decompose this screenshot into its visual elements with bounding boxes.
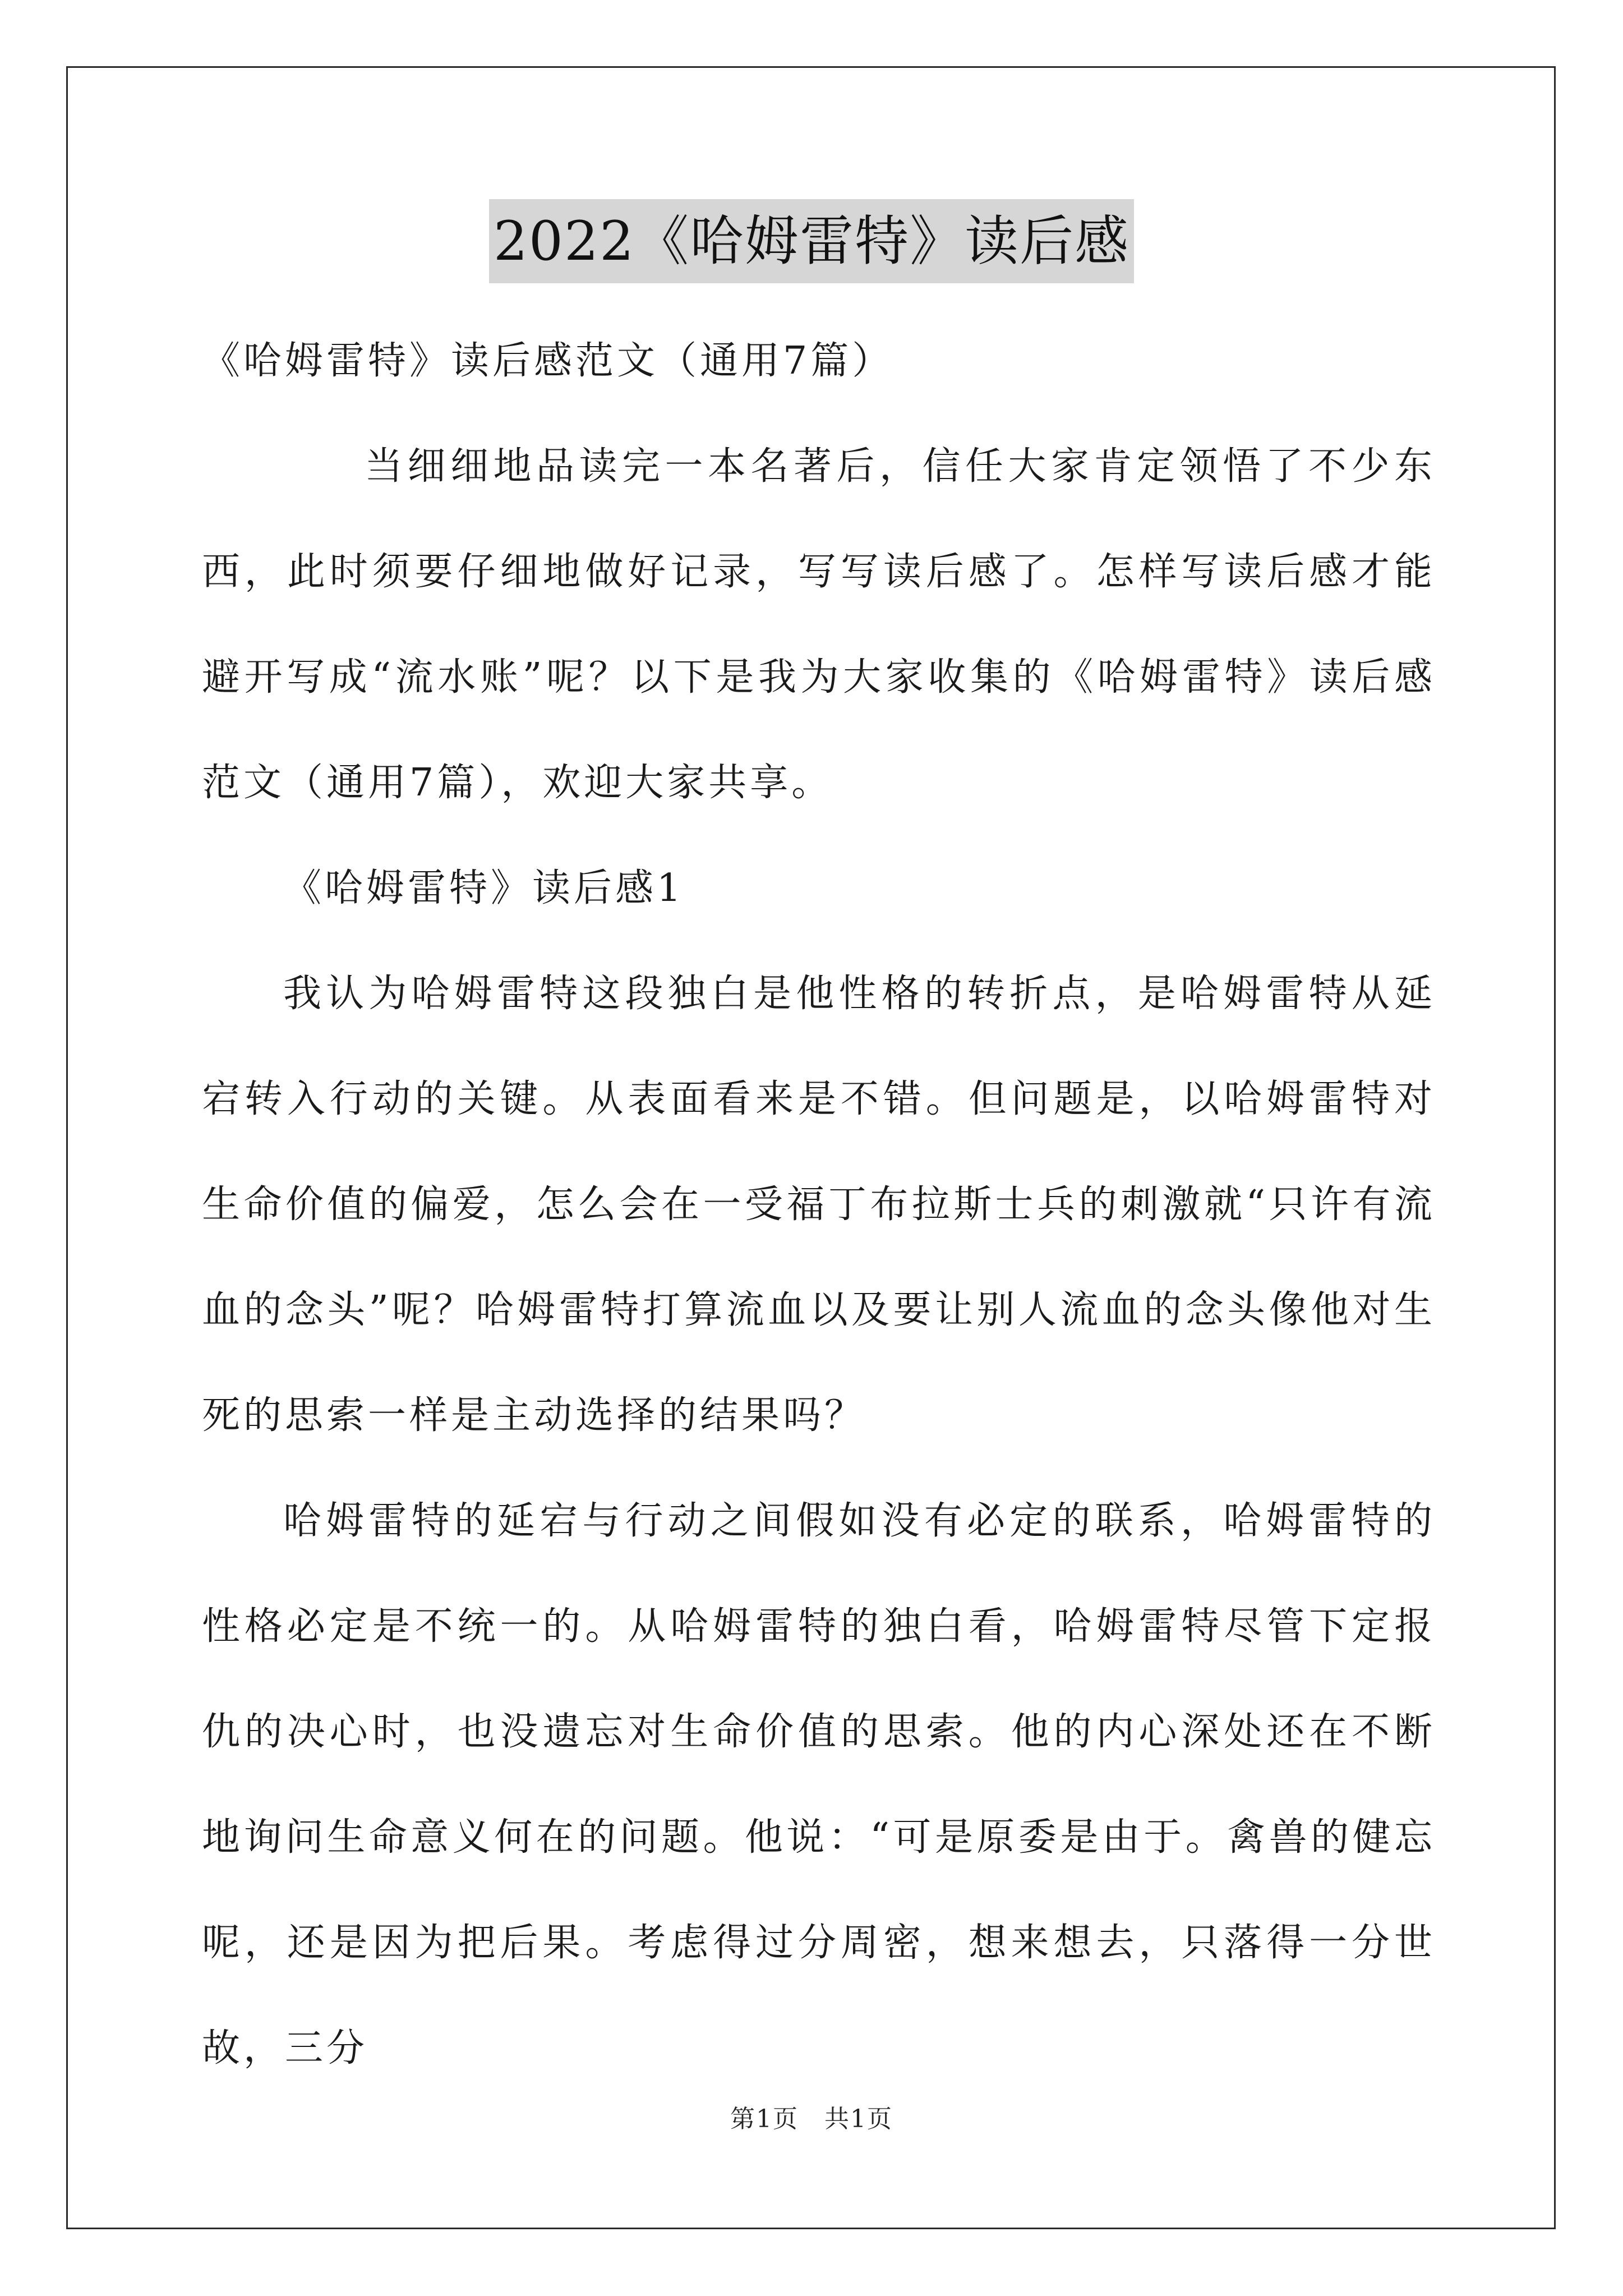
intro-paragraph: 当细细地品读完一本名著后，信任大家肯定领悟了不少东西，此时须要仔细地做好记录，写写读后感了。怎样写读后感才能避开写成“流水账”呢？以下是我为大家收集的《哈姆雷特》读后感范文（通用7篇），欢迎大家共享。 xyxy=(202,444,1436,805)
document-subtitle: 《哈姆雷特》读后感范文（通用7篇） xyxy=(202,339,894,383)
page-number-footer: 第1页 共1页 xyxy=(730,2105,893,2133)
section-heading: 《哈姆雷特》读后感1 xyxy=(283,866,685,910)
document-title: 2022《哈姆雷特》读后感 xyxy=(489,199,1134,283)
document-body xyxy=(202,309,1436,2101)
title-container xyxy=(0,199,1623,283)
body-paragraph-1: 我认为哈姆雷特这段独白是他性格的转折点，是哈姆雷特从延宕转入行动的关键。从表面看来是不错。但问题是，以哈姆雷特对生命价值的偏爱，怎么会在一受福丁布拉斯士兵的刺激就“只许有流血的念头”呢？哈姆雷特打算流血以及要让别人流血的念头像他对生死的思索一样是主动选择的结果吗？ xyxy=(202,972,1436,1438)
body-paragraph-2: 哈姆雷特的延宕与行动之间假如没有必定的联系，哈姆雷特的性格必定是不统一的。从哈姆雷特的独白看，哈姆雷特尽管下定报仇的决心时，也没遗忘对生命价值的思索。他的内心深处还在不断地询问生命意义何在的问题。他说：“可是原委是由于。禽兽的健忘呢，还是因为把后果。考虑得过分周密，想来想去，只落得一分世故，三分 xyxy=(202,1499,1436,2070)
